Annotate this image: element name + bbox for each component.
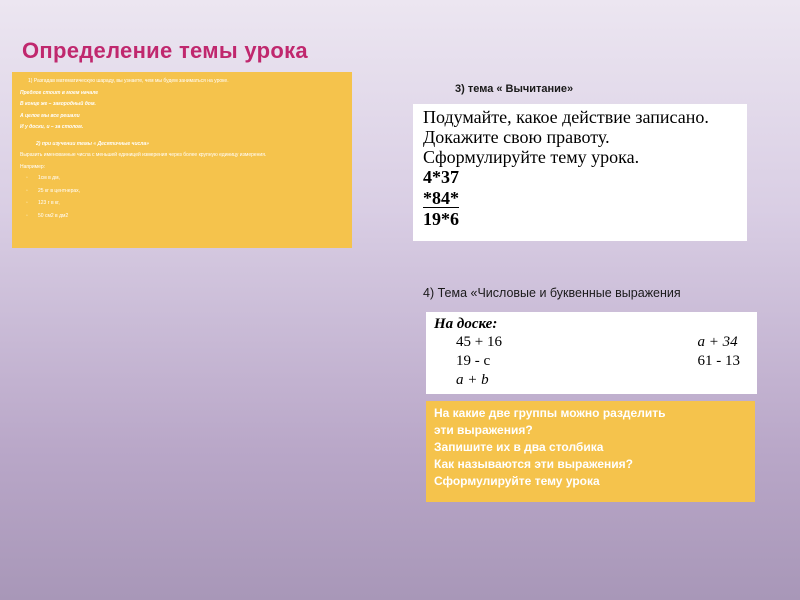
subtraction-card <box>413 104 747 241</box>
expressions-heading: 4) Тема «Числовые и буквенные выражения <box>423 286 681 300</box>
example-list <box>38 175 344 220</box>
expression-item: 19 - c <box>456 353 491 369</box>
expression-item: 45 + 16 <box>456 334 502 350</box>
list-item: ▫ 25 кг в центнерах, <box>38 188 344 196</box>
expression-item: 61 - 13 <box>697 353 740 369</box>
expression-grid <box>434 333 749 390</box>
subtraction-heading: 3) тема « Вычитание» <box>455 83 574 95</box>
expression-item: a + b <box>456 372 489 388</box>
questions-panel <box>426 401 755 502</box>
riddle-line-2: В конце же – загородный дом. <box>20 101 96 107</box>
riddle-line-3: А целое мы все решали <box>20 112 80 119</box>
card-line: Докажите свою правоту. <box>423 127 610 147</box>
riddle-line-4: И у доски, и – за столом. <box>20 124 84 130</box>
list-item: ▫ 50 см2 в дм2 <box>38 213 344 221</box>
equation-row-1: 4*37 <box>423 167 459 187</box>
equation-row-2: *84* <box>423 188 459 208</box>
card-line: Сформулируйте тему урока. <box>423 147 640 167</box>
question-line: Как называются эти выражения? <box>434 457 634 471</box>
item-2-heading: 2) при изучении темы « Десятичные числа» <box>36 140 149 147</box>
question-line: На какие две группы можно разделить <box>434 406 666 420</box>
card-line: Подумайте, какое действие записано. <box>423 107 709 127</box>
lesson-notes-panel <box>12 72 352 248</box>
example-label: Например: <box>20 163 46 170</box>
list-item: ▫ 123 г в кг, <box>38 200 344 208</box>
expression-item: a + 34 <box>697 334 738 350</box>
slide-title: Определение темы урока <box>22 38 308 63</box>
question-line: Сформулируйте тему урока <box>434 474 600 488</box>
board-label: На доске: <box>434 316 498 332</box>
list-item: ▫ 1см в дм, <box>38 175 344 183</box>
question-line: Запишите их в два столбика <box>434 440 604 454</box>
expression-item <box>603 371 750 390</box>
board-card <box>426 312 757 394</box>
task-text: Выразить именованные числа с меньшей единицей измерения через более крупную единицу измерения. <box>20 152 267 158</box>
question-line: эти выражения? <box>434 423 533 437</box>
riddle-line-1: Предлог стоит в моем начале <box>20 89 99 96</box>
intro-text: 1) Разгадав математическую шараду, вы узнаете, чем мы будем заниматься на уроке. <box>28 78 229 84</box>
equation-result: 19*6 <box>423 209 459 229</box>
